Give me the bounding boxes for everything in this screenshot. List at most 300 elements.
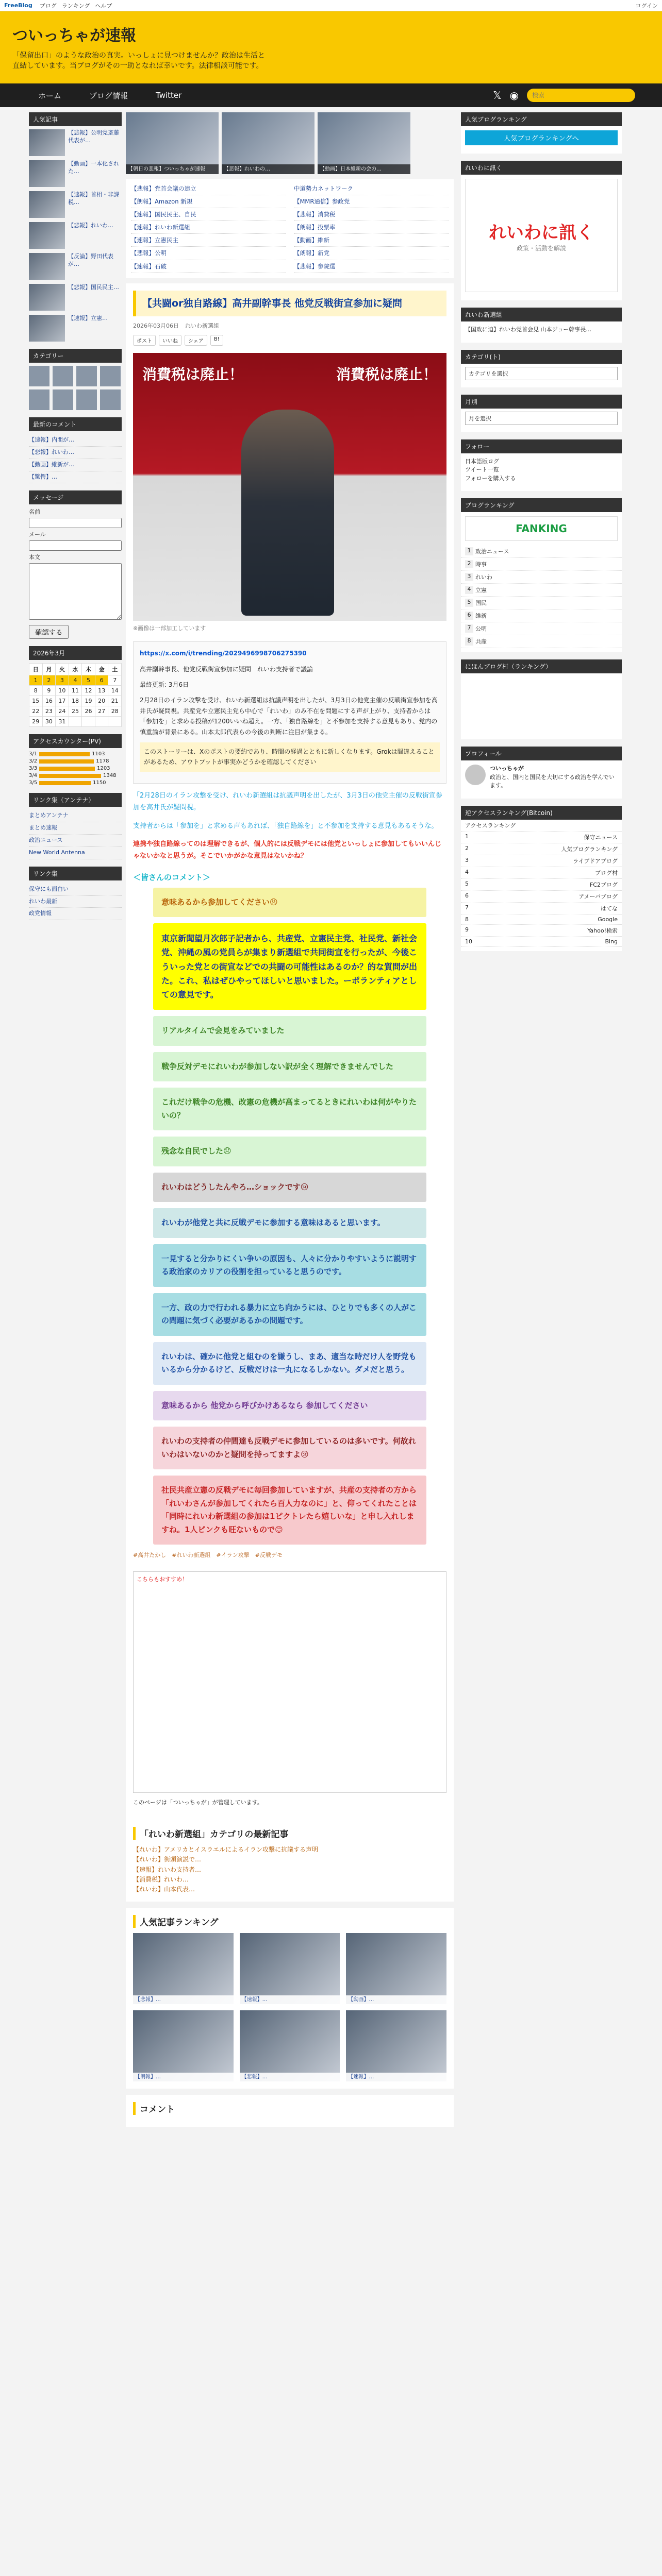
popular-label: 【悲報】れいわ… [68,222,113,229]
related-item[interactable]: 【れいわ】街頭演説で… [133,1856,202,1863]
antenna-links-heading: リンク集（アンテナ） [29,793,122,807]
site-description: 「保留出口」のような政治の真実。いっしょに見つけませんか？政治は生活と直結しています。当ブログがその一助となれば幸いです。法律相談可能です。 [12,52,265,71]
comment-bubble: 一見すると分かりにくい争いの原因も、人々に分かりやすいように説明する政治家のカリアの役割を担っていると思うのです。 [153,1244,426,1287]
headline-link[interactable]: 【速報】れいわ新選組 [131,223,286,234]
rss-icon[interactable]: ◉ [509,89,519,101]
ranking-card[interactable] [133,1933,234,2004]
access-date: 3/3 [29,766,38,772]
comments-title: コメント [133,2102,446,2115]
access-value: 1203 [97,766,110,772]
access-row[interactable] [461,820,622,832]
access-site: FC2ブログ [589,881,618,888]
page-body [0,107,662,2139]
access-date: 3/1 [29,751,38,757]
comment-bubble: 戦争反対デモにれいわが参加しない訳が全く理解できませんでした [153,1052,426,1082]
related-item[interactable]: 【速報】れいわ支持者… [133,1866,202,1873]
access-bar [39,781,91,785]
calendar-day[interactable]: 7 [108,675,122,686]
ranking-label: 立憲 [475,587,487,594]
comment-bubble: れいわは、確かに他党と組むのを嫌うし、まあ、適当な時だけ人を野党もいるから分かるけど、反戦だけは一丸になるしかない。ダメだと思う。 [153,1342,426,1385]
footer-space [0,2139,662,2154]
calendar-day[interactable]: 5 [82,675,95,686]
access-ranking-heading: 逆アクセスランキング(Bitcoin) [461,806,622,820]
antenna-link[interactable]: まとめアンテナ [29,810,122,822]
ranking-caption: 【悲報】… [240,2073,340,2081]
headline-link[interactable]: 【速報】石破 [131,262,286,273]
comment-bubble: 社民共産立憲の反戦デモに毎回参加していますが、共産の支持者の方から「れいわさんが参加してくれたら百人力なのに」と、仰ってくれたことは「同時にれいわ新選組の参加は1ピクトレたら嬉しいな」と申し入れしますね。1人ピンクも旺ないもので😊 [153,1476,426,1545]
access-rank: 6 [465,892,469,899]
ranking-label: 維新 [475,613,487,619]
ranking-row[interactable] [461,635,622,648]
calendar-day[interactable]: 23 [42,706,56,717]
access-row[interactable] [461,937,622,947]
photo-caption: ※画像は一部加工しています [133,625,206,632]
recent-comment-item[interactable]: 【動画】維新が… [29,459,122,471]
access-rank: 5 [465,880,469,887]
antenna-link[interactable]: まとめ速報 [29,822,122,835]
comments-section [126,2095,454,2127]
summary-title: 高井副幹事長、他党反戦街宣参加に疑問 れいわ支持者で議論 [140,665,313,673]
nav-home[interactable]: ホーム [38,91,62,100]
calendar-day[interactable]: 29 [29,717,43,727]
calendar-day[interactable] [95,717,108,727]
access-site: はてな [601,905,618,912]
latest-reiwa-heading: れいわ新選組 [461,308,622,321]
category-thumb[interactable] [29,389,49,410]
ranking-row[interactable] [461,558,622,571]
access-bar [39,767,95,771]
access-date: 3/2 [29,758,38,765]
access-rank: アクセスランキング [465,822,516,829]
ranking-label: 時事 [475,561,487,568]
calendar-day[interactable]: 6 [95,675,108,686]
comment-bubble: これだけ戦争の危機、改憲の危機が高まってるときにれいわは何がやりたいの？ [153,1088,426,1130]
weekday: 月 [42,664,56,675]
access-row [29,780,122,786]
share-x-button[interactable]: ポスト [133,335,156,346]
access-rank: 3 [465,856,469,863]
headline-link[interactable]: 【速報】立憲民主 [131,236,286,247]
category-thumb[interactable] [53,389,73,410]
popular-label: 【速報】首相・非課税… [68,191,119,206]
nihon-blog-heading: にほんブログ村（ランキング） [461,659,622,673]
calendar-day[interactable] [108,717,122,727]
headline-link[interactable]: 中道勢力ネットワーク [294,184,449,195]
weekday: 木 [82,664,95,675]
x-icon[interactable]: 𝕏 [493,89,502,101]
profile-description: 政治と、国内と国民を大切にする政治を学んでいます。 [490,773,615,789]
summary-body: 2月28日のイラン攻撃を受け、れいわ新選組は抗議声明を出したが、3月3日の他党主催の反戦街宣参加を高井氏が疑問視。共産党や立憲民主党ら中心で「れいわ」のみ不在を問題にする声が上がり、支持者からは「参加を」と求める投稿が1200いいね超え。一方、「独自路線を」と不参加を支持する意見もあり、党内の慎重論が背景にある。山本太郎代表らの今後の判断に注目が集まる。 [140,697,438,736]
comment-bubble: れいわの支持者の仲間達も反戦デモに参加しているのは多いです。何故れいわはいないのかと疑問を持ってますよ😢 [153,1427,426,1469]
calendar-day[interactable]: 16 [42,696,56,706]
access-row [29,758,122,764]
popular-item[interactable] [29,129,122,156]
related-item[interactable]: 【れいわ】山本代表… [133,1885,195,1893]
ranking-row[interactable] [461,571,622,584]
ranking-card[interactable] [346,1933,446,2004]
blog-ranking-list-box [461,498,622,652]
antenna-link[interactable]: 政治ニュース [29,835,122,847]
access-date: 3/5 [29,780,38,786]
headline-link[interactable]: 【悲報】参院選 [294,262,449,273]
access-row [29,766,122,771]
access-row[interactable] [461,832,622,843]
profile-box [461,747,622,799]
featured-thumb[interactable] [318,112,410,174]
access-site: ライブドアブログ [572,857,618,865]
category-box [29,349,122,410]
summary-note: このストーリーは、Xのポストの要約であり、時間の経過とともに新しくなります。Grokは間違えることがあるため、アウトプットが事実かどうかを確認してください [140,742,440,772]
ranking-caption: 【朗報】… [133,2073,234,2081]
ranking-number: 1 [465,547,473,555]
message-email-input[interactable] [29,540,122,551]
access-rank: 8 [465,916,469,923]
calendar-day[interactable]: 18 [69,696,82,706]
month-select[interactable]: 月を選択 [465,412,618,425]
share-facebook-button[interactable]: シェア [185,335,207,346]
popular-ranking-title: 人気記事ランキング [133,1915,446,1928]
weekday: 水 [69,664,82,675]
access-row[interactable] [461,903,622,914]
popular-item[interactable] [29,315,122,342]
calendar-day[interactable]: 30 [42,717,56,727]
antenna-links-box [29,793,122,859]
comment-bubble: れいわはどうしたんやろ…ショックです😢 [153,1173,426,1202]
article-title: 【共闘or独自路線】高井副幹事長 他党反戦街宣参加に疑問 [133,291,446,317]
follow-heading: フォロー [461,439,622,453]
calendar-day[interactable] [82,717,95,727]
site-header [0,11,662,83]
category-thumb[interactable] [100,389,121,410]
popular-item[interactable] [29,284,122,311]
weekday: 土 [108,664,122,675]
category-thumb[interactable] [76,366,97,386]
headline-link[interactable]: 【朗報】新党 [294,249,449,260]
popular-ranking [126,1908,454,2089]
access-rank: 9 [465,926,469,933]
ranking-row[interactable] [461,597,622,609]
comment-bubble: 東京新聞望月次郎子記者から、共産党、立憲民主党、社民党、新社会党、沖縄の風の党員らが集まり新選組で共同街宣を行ったが、今後こういった党との街宣などでの共闘の可能性はあるのか？的な質問が出た。これ、私はぜひやってほしいと思いました。ーポランティアとしての意見です。 [153,923,426,1010]
ranking-caption: 【悲報】… [133,1995,234,2004]
access-rank: 10 [465,938,472,945]
ranking-caption: 【速報】… [346,2073,446,2081]
profile-heading: プロフィール [461,747,622,760]
related-item[interactable]: 【れいわ】アメリカとイスラエルによるイラン攻撃に抗議する声明 [133,1846,319,1854]
related-item[interactable]: 【消費税】れいわ… [133,1875,189,1883]
access-site: ブログ村 [595,869,618,876]
share-buttons [133,335,446,346]
ranking-card[interactable] [346,2010,446,2081]
avatar [465,765,486,785]
featured-thumb[interactable] [126,112,219,174]
calendar-day[interactable]: 8 [29,686,43,696]
recent-comment-item[interactable]: 【驚愕】… [29,471,122,484]
ranking-row[interactable] [461,622,622,635]
links-box [29,867,122,921]
calendar-day[interactable]: 2 [42,675,56,686]
month-select-heading: 月別 [461,395,622,409]
headline-link[interactable]: 【MMR通信】参政党 [294,197,449,208]
popular-box [29,112,122,342]
access-value: 1150 [93,780,106,786]
service-link-blog[interactable]: ブログ [39,2,57,9]
message-heading: メッセージ [29,490,122,504]
service-bar [0,0,662,11]
calendar-day[interactable]: 15 [29,696,43,706]
ranking-label: 共産 [475,638,487,645]
access-value: 1178 [96,758,109,765]
calendar-day[interactable]: 10 [56,686,69,696]
message-body-input[interactable] [29,563,122,620]
category-thumb[interactable] [100,366,121,386]
calendar-day[interactable]: 4 [69,675,82,686]
reiwa-banner-heading: れいわに訊く [461,161,622,175]
related-title: 「れいわ新選組」カテゴリの最新記事 [133,1827,446,1840]
profile-name: ついっちゃが [490,765,524,772]
ranking-label: れいわ [475,574,492,581]
ranking-number: 3 [465,573,473,581]
grok-summary-box [133,641,446,784]
article-tags[interactable]: #高井たかし #れいわ新選組 #イラン攻撃 #反戦デモ [133,1552,283,1559]
category-heading: カテゴリー [29,349,122,363]
link-item[interactable]: 政党情報 [29,908,122,920]
speaker-figure [241,410,334,616]
latest-reiwa-box [461,308,622,343]
ranking-caption: 【動画】… [346,1995,446,2004]
category-select-heading: カテゴリ(ト) [461,350,622,364]
access-rank: 2 [465,844,469,852]
message-email-label: メール [29,531,46,538]
ranking-caption: 【速報】… [240,1995,340,2004]
ranking-number: 5 [465,599,473,607]
calendar-day[interactable]: 19 [82,696,95,706]
ranking-card[interactable] [133,2010,234,2081]
nihon-blog-badge[interactable] [461,673,622,735]
calendar-day[interactable]: 26 [82,706,95,717]
freeblog-logo[interactable]: FreeBlog [4,2,32,9]
link-item[interactable]: れいわ最新 [29,896,122,908]
calendar-day[interactable]: 1 [29,675,43,686]
headline-link[interactable]: 【速報】国民民主、自民 [131,210,286,221]
calendar-day[interactable]: 27 [95,706,108,717]
calendar-heading: 2026年3月 [29,646,122,660]
access-value: 1103 [92,751,105,757]
popular-thumb [29,160,65,187]
site-title[interactable]: ついっちゃが速報 [12,27,136,45]
category-select[interactable]: カテゴリを選択 [465,367,618,380]
service-link-ranking[interactable]: ランキング [61,2,90,9]
access-site: Google [598,916,618,923]
ranking-number: 7 [465,624,473,633]
follow-link[interactable]: 日本語版ログ [465,457,499,465]
right-sidebar [461,112,622,2133]
article-photo [133,353,446,621]
calendar-day[interactable]: 25 [69,706,82,717]
links-heading: リンク集 [29,867,122,880]
access-row[interactable] [461,914,622,925]
access-counter-box [29,734,122,786]
popular-item[interactable] [29,222,122,249]
calendar-day[interactable]: 22 [29,706,43,717]
antenna-link[interactable]: New World Antenna [29,847,122,859]
article-meta [133,321,446,330]
follow-link[interactable]: ツイート一覧 [465,466,499,473]
message-submit-button[interactable]: 確認する [29,625,69,639]
popular-thumb [29,222,65,249]
article-footnote: このページは「ついっちゃが」が管理しています。 [133,1799,263,1806]
summary-time: 最終更新: 3月6日 [140,681,189,689]
popular-label: 【速報】立憲… [68,315,108,321]
photo-sign-left: 消費税は廃止！ [142,366,244,383]
recommend-box [133,1571,446,1793]
access-row[interactable] [461,925,622,937]
article-category[interactable]: れいわ新選組 [185,323,219,330]
main-content [126,112,454,2133]
lead-paragraph-3: 連携や独自路線ってのは理解できるが、個人的には反戦デモには他党といっしょに参加してもいいんじゃないかなと思うが。そこでいかがかな意見はないかね？ [133,840,442,860]
access-row[interactable] [461,855,622,867]
calendar-day[interactable]: 11 [69,686,82,696]
headline-link[interactable]: 【悲報】党首会議の連立 [131,184,286,195]
access-row[interactable] [461,867,622,879]
calendar-day[interactable]: 31 [56,717,69,727]
access-rank: 4 [465,868,469,875]
link-item[interactable]: 保守にも面白い [29,884,122,896]
popular-item[interactable] [29,253,122,280]
category-select-box [461,350,622,387]
popular-thumb [29,191,65,218]
calendar-day[interactable] [69,717,82,727]
calendar-day[interactable]: 14 [108,686,122,696]
calendar-day[interactable]: 17 [56,696,69,706]
access-row[interactable] [461,891,622,903]
access-site: アメーバブログ [578,893,618,900]
featured-caption: 【朝日の悲報】ついっちゃが速報 [126,164,219,174]
service-link-help[interactable]: ヘルプ [95,2,112,9]
article-date: 2026年03月06日 [133,323,179,330]
headline-link[interactable]: 【朗報】Amazon 新規 [131,197,286,208]
calendar-day[interactable]: 3 [56,675,69,686]
comment-bubble: リアルタイムで会見をみていました [153,1016,426,1046]
login-link[interactable]: ログイン [635,2,658,9]
access-counter-heading: アクセスカウンター(PV) [29,734,122,748]
recent-comment-item[interactable]: 【速報】内閣が… [29,434,122,447]
nav-blog-info[interactable]: ブログ情報 [89,91,128,100]
article [126,283,454,1820]
month-select-box [461,395,622,432]
calendar-table [29,663,122,727]
ranking-number: 4 [465,586,473,594]
nav-tools [493,89,635,102]
access-site: 人気ブログランキング [561,845,618,853]
access-site: 保守ニュース [584,834,618,841]
featured-thumbnails [126,112,454,174]
comment-bubble: 一方、政の力で行われる暴力に立ち向かうには、ひとりでも多くの人がこの問題に気づく必要があるかの問題です。 [153,1293,426,1336]
ranking-button[interactable]: 人気ブログランキングへ [465,130,618,145]
ranking-card[interactable] [240,1933,340,2004]
headline-link[interactable]: 【悲報】消費税 [294,210,449,221]
nav-twitter[interactable]: Twitter [156,91,182,100]
calendar-day[interactable]: 21 [108,696,122,706]
share-hatena-button[interactable]: B! [210,335,223,346]
comments-section-heading: ＜皆さんのコメント＞ [133,872,211,882]
weekday: 火 [56,664,69,675]
comment-bubble: れいわが他党と共に反戦デモに参加する意味はあると思います。 [153,1208,426,1238]
share-like-button[interactable]: いいね [159,335,181,346]
popular-item[interactable] [29,160,122,187]
blog-ranking-box [461,112,622,154]
lead-paragraph-2: 支持者からは「参加を」と求める声もあれば、「独自路線を」と不参加を支持する意見もあるそうな。 [133,822,438,830]
calendar-day[interactable]: 20 [95,696,108,706]
search-input[interactable] [527,89,635,102]
calendar-day[interactable]: 13 [95,686,108,696]
popular-heading: 人気記事 [29,112,122,126]
access-row [29,751,122,757]
service-links [40,2,112,10]
reiwa-banner-box [461,161,622,300]
banner-subtitle: 政策・活動を解説 [516,245,566,252]
popular-thumb [29,315,65,342]
access-bar [39,759,94,764]
banner-title: れいわに訊く [489,223,594,243]
global-nav [0,83,662,107]
popular-label: 【反論】野田代表が… [68,253,113,267]
ranking-card[interactable] [240,2010,340,2081]
access-row[interactable] [461,843,622,855]
message-box [29,490,122,639]
comment-bubble: 残念な自民でした😞 [153,1137,426,1166]
ranking-row[interactable] [461,609,622,622]
calendar-day[interactable]: 28 [108,706,122,717]
access-date: 3/4 [29,773,38,779]
follow-link[interactable]: フォローを購入する [465,474,516,482]
access-row[interactable] [461,879,622,891]
ranking-row[interactable] [461,584,622,597]
photo-sign-right: 消費税は廃止！ [336,366,437,383]
ranking-number: 6 [465,612,473,620]
access-bar [39,752,90,756]
message-name-label: 名前 [29,509,40,516]
summary-link[interactable]: https://x.com/i/trending/2029496998706275390 [140,650,307,657]
ranking-label: 公明 [475,625,487,632]
latest-reiwa-text[interactable]: 【国政に迫】れいわ党首会見 山本ジョー幹事長… [465,326,592,333]
ranking-logo[interactable]: FANKING [465,516,618,541]
calendar-day[interactable]: 24 [56,706,69,717]
recommend-label: こちらもおすすめ！ [137,1576,188,1583]
popular-label: 【動画】一本化された… [68,160,119,175]
category-thumb[interactable] [76,389,97,410]
calendar-day[interactable]: 9 [42,686,56,696]
calendar-box [29,646,122,727]
recent-comment-item[interactable]: 【悲報】れいわ… [29,447,122,459]
popular-thumb [29,253,65,280]
category-thumb[interactable] [29,366,49,386]
reiwa-banner[interactable] [465,179,618,292]
ranking-row[interactable] [461,545,622,558]
headline-link[interactable]: 【朗報】投票率 [294,223,449,234]
featured-thumb[interactable] [222,112,315,174]
access-rank: 1 [465,833,469,840]
blog-ranking-list-heading: ブログランキング [461,498,622,512]
category-thumb[interactable] [53,366,73,386]
popular-label: 【悲報】国民民主… [68,284,119,291]
headline-link[interactable]: 【動画】維新 [294,236,449,247]
popular-item[interactable] [29,191,122,218]
calendar-day[interactable]: 12 [82,686,95,696]
message-name-input[interactable] [29,518,122,528]
weekday: 日 [29,664,43,675]
headline-link[interactable]: 【悲報】公明 [131,249,286,260]
popular-thumb [29,284,65,311]
